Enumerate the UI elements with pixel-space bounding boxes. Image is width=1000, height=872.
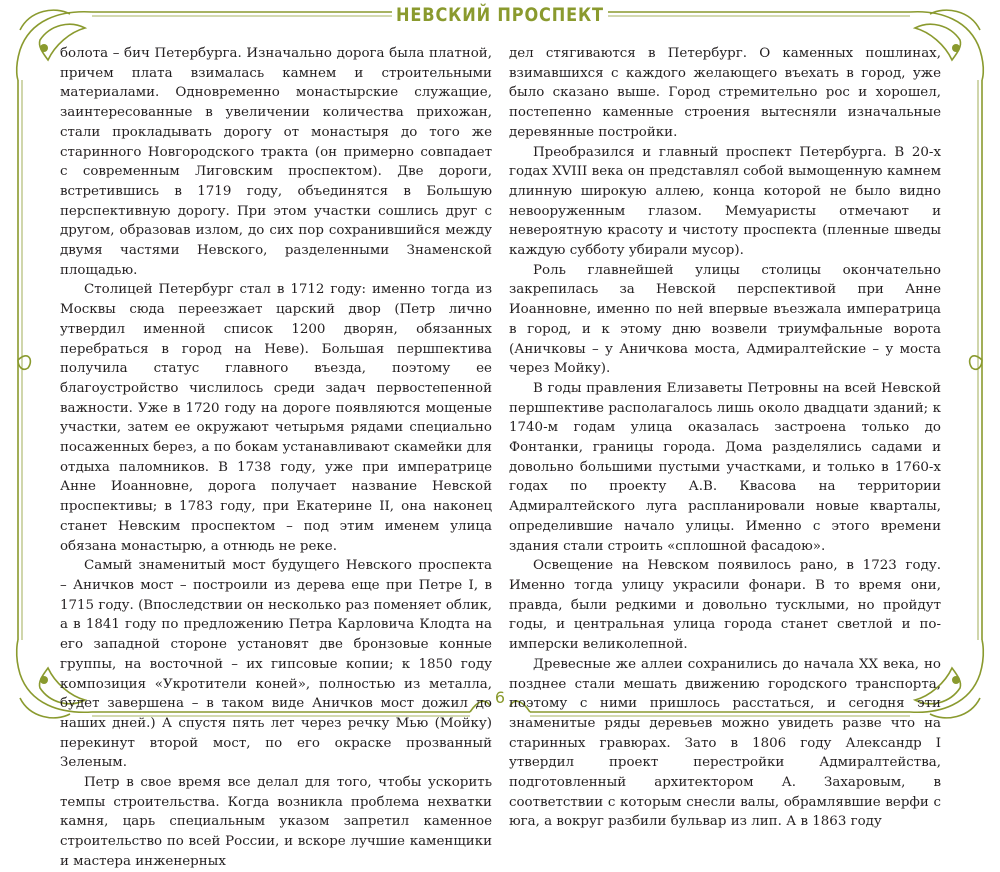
paragraph: В годы правления Елизаветы Петровны на всей Невской першпективе располагалось лишь около двадцати зданий; к 1740-м годам улица оказалась застроена только до Фонтанки, границы города. Дома разделялись садами и довольно большими пустыми участками, и только в 1760-х годах по проекту А.В. Квасова на территории Адмиралтейского луга распланировали новые кварталы, определившие начало улицы. Именно с этого времени здания стали строить «сплошной фасадою». xyxy=(509,380,941,554)
paragraph: дел стягиваются в Петербург. О каменных пошлинах, взимавшихся с каждого желающего въехать в город, уже было сказано выше. Город стремительно рос и хорошел, постепенно каменные строения вытесняли изначальные деревянные постройки. xyxy=(509,46,941,140)
paragraph: Петр в свое время все делал для того, чтобы ускорить темпы строительства. Когда возникла проблема нехватки камня, царь специальным указом запретил каменное строительство по всей России, и вскоре лучшие каменщики и мастера инженерных xyxy=(60,775,492,869)
paragraph: Роль главнейшей улицы столицы окончательно закрепилась за Невской перспективой при Анне Иоанновне, именно по ней впервые въезжала императрица в город, и к этому дню возвели триумфальные ворота (Аничковы – у Аничкова моста, Адмиралтейские – у моста через Мойку). xyxy=(509,262,941,377)
page-number: 6 xyxy=(494,688,506,707)
paragraph: Освещение на Невском появилось рано, в 1723 году. Именно тогда улицу украсили фонари. В то время они, правда, были редкими и довольно тусклыми, но пройдут годы, и центральная улица города станет светлой и по-имперски великолепной. xyxy=(509,558,941,653)
running-header-title: НЕВСКИЙ ПРОСПЕКТ xyxy=(396,4,604,26)
paragraph: болота – бич Петербурга. Изначально дорога была платной, причем плата взималась камнем и строительными материалами. Одновременно монастырские служащие, заинтересованные в увеличении количества прихожан, стали прокладывать дорогу от монастыря до того же старинного Новгородского тракта (он примерно совпадает с современным Лиговским проспектом). Две дороги, встретившись в 1719 году, объединятся в Большую перспективную дорогу. При этом участки сошлись друг с другом, образовав излом, до сих пор сохранившийся между двумя частями Невского, разделенными Знаменской площадью. xyxy=(60,46,492,278)
right-text-column xyxy=(509,44,941,832)
left-text-column xyxy=(60,44,492,872)
paragraph: Преобразился и главный проспект Петербурга. В 20-х годах XVIII века он представлял собой вымощенную камнем длинную широкую аллею, конца которой не было видно невооруженным глазом. Мемуаристы отмечают и невероятную красоту и чистоту проспекта (пленные шведы каждую субботу убирали мусор). xyxy=(509,144,941,259)
paragraph: Самый знаменитый мост будущего Невского проспекта – Аничков мост – построили из дерева еще при Петре I, в 1715 году. (Впоследствии он несколько раз поменяет облик, а в 1841 году по предложению Петра Карловича Клодта на его западной стороне установят две бронзовые конные группы, на восточной – их гипсовые копии; к 1850 году композиция «Укротители коней», полностью из металла, будет завершена – в таком виде Аничков мост дожил до наших дней.) А спустя пять лет через речку Мью (Мойку) перекинут второй мост, по его окраске прозванный Зеленым. xyxy=(60,558,492,771)
paragraph: Столицей Петербург стал в 1712 году: именно тогда из Москвы сюда переезжает царский двор (Петр лично утвердил именной список 1200 дворян, обязанных перебраться в город на Неве). Большая першпектива получила статус главного въезда, поэтому ее благоустройство числилось среди задач первостепенной важности. Уже в 1720 году на дороге появляются мощеные участки, затем ее окружают четырьмя рядами специально посаженных берез, а по бокам устанавливают скамейки для отдыха паломников. В 1738 году, уже при императрице Анне Иоанновне, дорога получает название Невской проспективы; в 1783 году, при Екатерине II, она наконец станет Невским проспектом – под этим именем улица обязана монастырю, а отнюдь не реке. xyxy=(60,282,492,554)
paragraph: Древесные же аллеи сохранились до начала XX века, но позднее стали мешать движению городского транспорта, поэтому с ними пришлось расстаться, и сегодня эти знаменитые ряды деревьев можно увидеть разве что на старинных гравюрах. Зато в 1806 году Александр I утвердил проект перестройки Адмиралтейства, подготовленный архитектором А. Захаровым, в соответствии с которым снесли валы, обрамлявшие верфи с юга, а вокруг разбили бульвар из лип. А в 1863 году xyxy=(509,656,941,830)
